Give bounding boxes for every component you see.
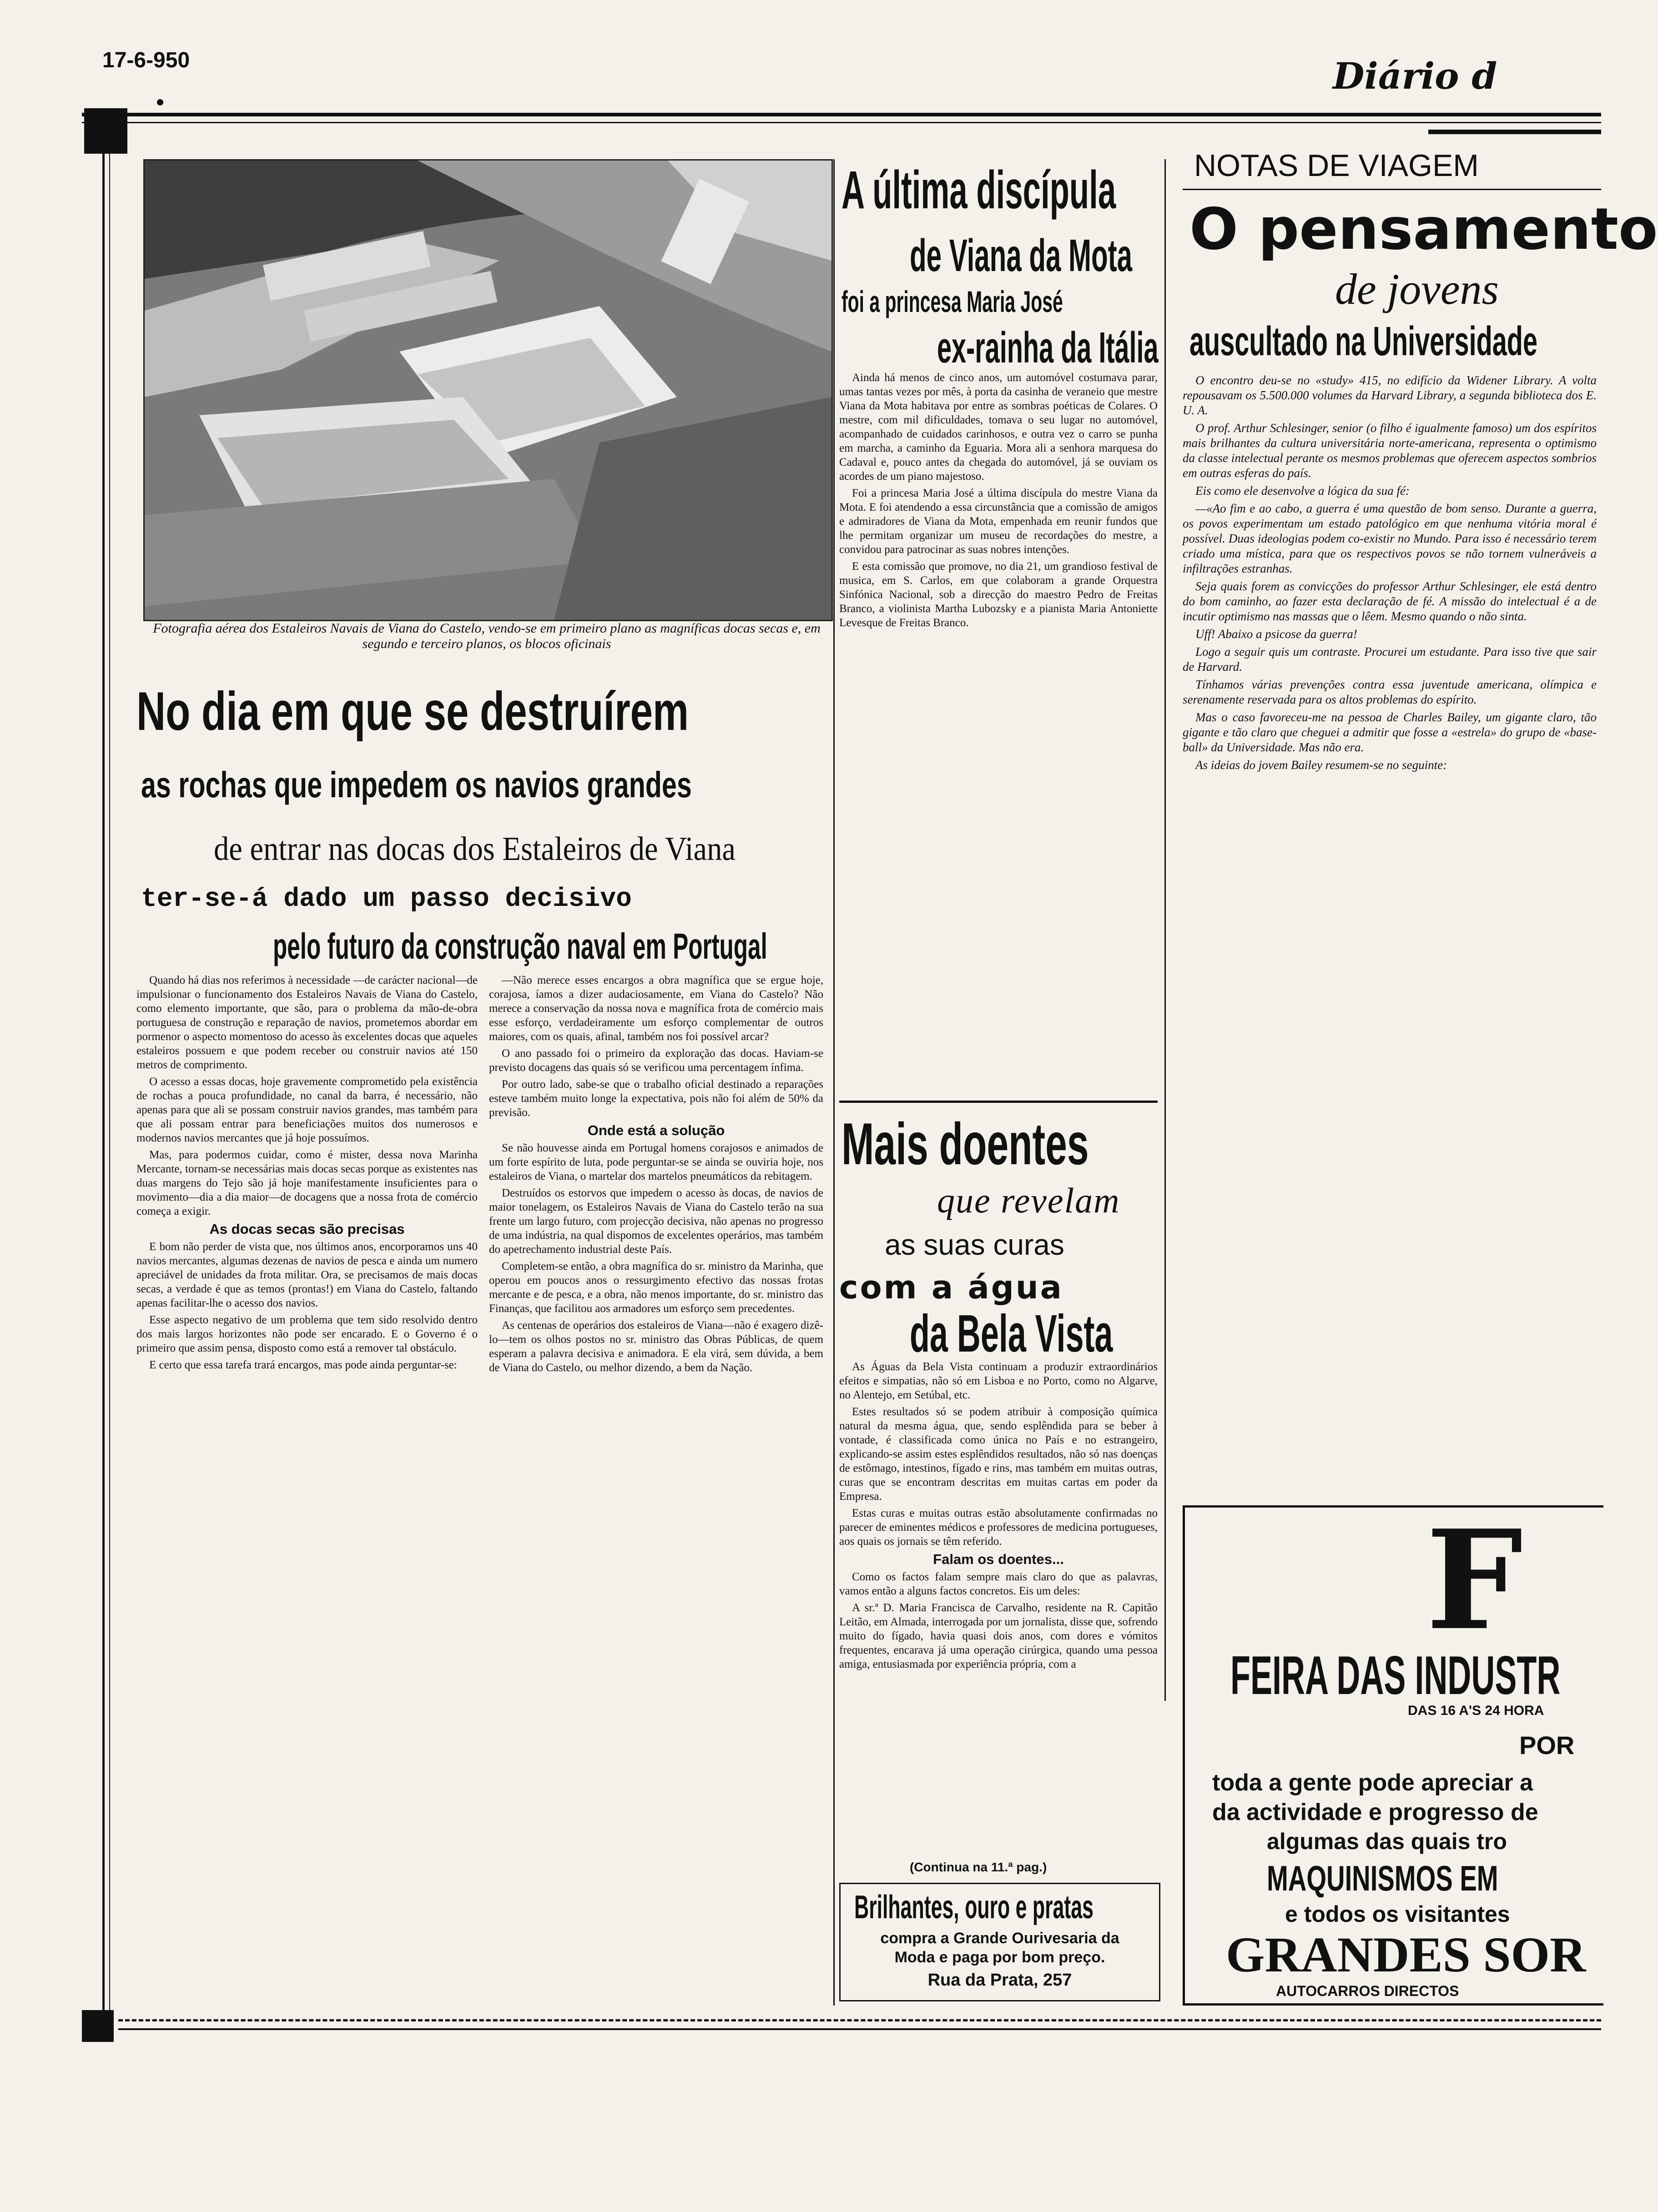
masthead-rule <box>82 113 1601 116</box>
paragraph: Mas, para podermos cuidar, como é mister, dessa nova Marinha Mercante, tornam-se necessárias mais docas secas porque as existentes nas duas margens do Tejo são já hoje manifestamente insuficientes para o movimento—dia a dia maior—de docagens que a nossa frota de comércio começa a exigir. <box>136 1149 478 1217</box>
paragraph: —Não merece esses encargos a obra magnífica que se ergue hoje, corajosa, íamos a dizer audaciosamente, em Viana do Castelo? Não merece a conservação da nossa nova e magnífica frota de comércio mais esse esforço, verdadeiramente um esforço complementar de outros maiores, com os quais, afinal, também nos foi possível arcar? <box>489 974 823 1043</box>
paragraph: A sr.ª D. Maria Francisca de Carvalho, residente na R. Capitão Leitão, em Almada, interrogada por um jornalista, disse que, sofrendo muito do fígado, havia quasi dois anos, com dores e vómitos frequentes, encarava já uma operação cirúrgica, quando uma pessoa amiga, entusiasmada por experiência própria, com a <box>839 1602 1158 1670</box>
paragraph: As centenas de operários dos estaleiros de Viana—não é exagero dizê-lo—tem os olhos postos no sr. ministro das Obras Públicas, de quem esperam a palavra decisiva e animadora. E ela virá, sem dúvida, a bem de Viana do Castelo, ou melhor dizendo, a bem da Nação. <box>489 1319 823 1374</box>
notas-headline-2: de jovens <box>1335 265 1499 313</box>
bottom-corner-block <box>82 2010 114 2042</box>
disciple-headline-2: de Viana da Mota <box>910 230 1133 281</box>
fair-ad-line-6: GRANDES SOR <box>1226 1927 1586 1982</box>
shipyard-deck-1: as rochas que impedem os navios grandes <box>141 764 692 805</box>
paragraph: Logo a seguir quis um contraste. Procurei um estudante. Para isso tive que sair de Harvard. <box>1183 645 1597 674</box>
bottom-rule-dashed <box>118 2019 1601 2021</box>
paragraph: As Águas da Bela Vista continuam a produzir extraordinários efeitos e simpatias, não só em Lisboa e no Porto, como no Algarve, no Alentejo, em Setúbal, etc. <box>839 1361 1158 1401</box>
paragraph: Ainda há menos de cinco anos, um automóvel costumava parar, umas tantas vezes por mês, à porta da casinha de veraneio que mestre Viana da Mota habitava por entre as sombras poéticas de Colares. O mestre, com mil dificuldades, tomava o seu lugar no automóvel, acompanhado de cuidados carinhosos, e outra vez o carro se punha em marcha, a caminho da Eguaria. Mora ali a senhora marquesa do Cadaval e, pouco antes da chegada do automóvel, já se ouviam os acordes de um piano majestoso. <box>839 372 1158 483</box>
masthead-rule-right <box>1428 130 1601 134</box>
water-headline-2: que revelam <box>937 1181 1120 1220</box>
issue-date: 17-6-950 <box>102 48 190 72</box>
notas-kicker: NOTAS DE VIAGEM <box>1194 148 1479 183</box>
left-border <box>102 150 105 2042</box>
disciple-end-rule <box>839 1101 1158 1103</box>
jewellery-ad-title: Brilhantes, ouro e pratas <box>854 1889 1094 1925</box>
water-headline-5: da Bela Vista <box>910 1304 1113 1363</box>
notas-body <box>1183 373 1597 775</box>
paragraph: Quando há dias nos referimos à necessidade —de carácter nacional—de impulsionar o funcionamento dos Estaleiros Navais de Viana do Castelo, como elemento importante, que são, para o problema da mão-de-obra portuguesa de construção e reparação de navios, prometemos abordar em pormenor o aspecto momentoso do acesso às excelentes docas que aqueles estaleiros possuem e que podem receber ou construir navios até 150 metros de comprimento. <box>136 974 478 1071</box>
water-headline-4: com a água <box>839 1269 1063 1306</box>
paragraph: O ano passado foi o primeiro da exploração das docas. Haviam-se previsto docagens das quais só se verificou uma percentagem ínfima. <box>489 1047 823 1074</box>
shipyard-deck-4: pelo futuro da construção naval em Portugal <box>273 926 767 966</box>
disciple-headline-1: A última discípula <box>842 160 1116 220</box>
paragraph: E certo que essa tarefa trará encargos, mas pode ainda perguntar-se: <box>149 1359 457 1371</box>
corner-block <box>84 108 127 154</box>
shipyard-aerial-image <box>145 161 832 620</box>
fair-ad-line-2: da actividade e progresso de <box>1212 1799 1538 1825</box>
fair-ad-line-5: e todos os visitantes <box>1285 1901 1510 1927</box>
subhead-docas: As docas secas são precisas <box>209 1221 405 1237</box>
jewellery-ad-line1: compra a Grande Ourivesaria da <box>880 1930 1119 1947</box>
paragraph: E esta comissão que promove, no dia 21, um grandioso festival de musica, em S. Carlos, em que colaboram a grande Orquestra Sinfónica Nacional, sob a direcção do maestro Pedro de Freitas Branco, a violinista Martha Lubozsky e a pianista Maria Antoniette Levesque de Freitas Branco. <box>839 560 1158 629</box>
paragraph: —«Ao fim e ao cabo, a guerra é uma questão de bom senso. Durante a guerra, os povos experimentam um estado patológico em que nenhuma vitória moral é possível. Duas ideologias podem co-existir no Mundo. Para isso é necessário terem criado uma mística, para que os respectivos povos se não tornem vulneráveis a infiltrações estranhas. <box>1183 502 1597 575</box>
paragraph: Eis como ele desenvolve a lógica da sua fé: <box>1195 484 1410 498</box>
water-headline-1: Mais doentes <box>842 1111 1089 1177</box>
photo-caption: Fotografia aérea dos Estaleiros Navais de Viana do Castelo, vendo-se em primeiro plano as magníficas docas secas e, em segundo e terceiro planos, os blocos oficinais <box>153 621 821 651</box>
masthead-dot <box>157 99 163 106</box>
paragraph: As ideias do jovem Bailey resumem-se no seguinte: <box>1195 758 1447 772</box>
fair-ad-line-3: algumas das quais tro <box>1267 1829 1507 1854</box>
fair-ad-line-1: toda a gente pode apreciar a <box>1212 1770 1533 1796</box>
fair-ad-title: FEIRA DAS INDUSTR <box>1230 1645 1561 1706</box>
continue-note: (Continua na 11.ª pag.) <box>910 1860 1047 1874</box>
fair-ad <box>1183 1500 1603 2006</box>
paragraph: Seja quais forem as convicções do professor Arthur Schlesinger, ele está dentro do bom caminho, ao fazer esta declaração de fé. A missão do intelectual é a de incutir optimismo nas massas que o lêem. Mesmo quando o não sinta. <box>1183 579 1597 623</box>
left-border-inner <box>109 150 110 2042</box>
paragraph: Estas curas e muitas outras estão absolutamente confirmadas no parecer de eminentes médicos e professores de medicina portugueses, aos quais os jornais se têm referido. <box>839 1507 1158 1548</box>
fair-ad-logo: F <box>1426 1500 1523 1660</box>
masthead-rule-thin <box>82 122 1601 123</box>
water-body <box>839 1360 1158 1674</box>
shipyard-deck-2: de entrar nas docas dos Estaleiros de Viana <box>214 830 736 868</box>
bottom-rule <box>118 2028 1601 2030</box>
jewellery-ad <box>839 1883 1160 2001</box>
disciple-headline-4: ex-rainha da Itália <box>937 323 1159 372</box>
paragraph: O prof. Arthur Schlesinger, senior (o filho é igualmente famoso) um dos espíritos mais brilhantes da cultura universitária norte-americana, representa o optimismo da classe intelectual perante os mesmos problemas que oferecem aspectos sombrios em outras esferas do país. <box>1183 421 1597 480</box>
subhead-solucao: Onde está a solução <box>587 1122 725 1138</box>
aerial-photo <box>143 159 833 621</box>
jewellery-ad-address: Rua da Prata, 257 <box>927 1971 1072 1990</box>
water-headline-3: as suas curas <box>885 1228 1064 1261</box>
shipyard-headline: No dia em que se destruírem <box>136 681 689 742</box>
fair-ad-line-4: MAQUINISMOS EM <box>1267 1858 1498 1898</box>
shipyard-deck-3: ter-se-á dado um passo decisivo <box>141 885 632 914</box>
paragraph: Esse aspecto negativo de um problema que tem sido resolvido dentro dos mais largos horizontes não pode ser encarado. E o Governo é o primeiro que assim pensa, disposto como está a remover tal obstáculo. <box>136 1314 478 1354</box>
paragraph: Completem-se então, a obra magnífica do sr. ministro da Marinha, que operou em poucos anos o ressurgimento efectivo das nossas frotas mercante e de pesca, e a obra, não menos importante, do sr. ministro das Finanças, que facilitou aos armadores um esforço sem precedentes. <box>489 1260 823 1315</box>
fair-ad-por: POR <box>1519 1731 1575 1760</box>
fair-ad-line-7: AUTOCARROS DIRECTOS <box>1276 1983 1459 1999</box>
paragraph: O acesso a essas docas, hoje gravemente comprometido pela existência de rochas a pouca profundidade, no canal da barra, é necessário, não apenas para que ali se possam construir navios grandes, mas também para que ali possam entrar para beneficiações muitos dos numerosos e modernos navios mercantes que já hoje possuímos. <box>136 1076 478 1144</box>
paragraph: Destruídos os estorvos que impedem o acesso às docas, de navios de maior tonelagem, os Estaleiros Navais de Viana do Castelo terão na sua frente um largo futuro, com projecção decisiva, não apenas no progresso de uma indústria, na qual dispomos de excelentes operários, mas também do apetrechamento industrial deste País. <box>489 1187 823 1256</box>
paragraph: Por outro lado, sabe-se que o trabalho oficial destinado a reparações esteve também muito longe la expectativa, pois não foi além de 50% da previsão. <box>489 1078 823 1119</box>
notas-headline-1: O pensamento <box>1189 196 1658 262</box>
disciple-headline-3: foi a princesa Maria José <box>842 285 1063 318</box>
paragraph: Mas o caso favoreceu-me na pessoa de Charles Bailey, um gigante claro, tão gigante e tão claro que cheguei a admitir que fosse a «estrela» do grupo de «base-ball» da Universidade. Mas não era. <box>1183 710 1597 754</box>
column-rule-1 <box>833 159 835 2006</box>
shipyard-column-1 <box>136 973 478 1375</box>
masthead-title: Diário d <box>1333 55 1497 97</box>
disciple-body <box>839 371 1158 633</box>
paragraph: Foi a princesa Maria José a última discípula do mestre Viana da Mota. E foi atendendo a essa circunstância que a comissão de amigos e admiradores de Viana da Mota, empenhada em reunir fundos que lhe permitam organizar um museu de recordações do mestre, a convidou para patrocinar as suas nobres intenções. <box>839 487 1158 556</box>
paragraph: Como os factos falam sempre mais claro do que as palavras, vamos então a alguns factos concretos. Eis um deles: <box>839 1571 1158 1597</box>
paragraph: Estes resultados só se podem atribuir à composição química natural da mesma água, que, sendo esplêndida para se beber à vontade, é classificada como única no País e no estrangeiro, explicando-se assim estes esplêndidos resultados, não só nas doenças de estômago, intestinos, fígado e rins, mas também em muitas outras, curas que se encontram descritas em muitas cartas em poder da Empresa. <box>839 1406 1158 1503</box>
paragraph: E bom não perder de vista que, nos últimos anos, encorporamos uns 40 navios mercantes, algumas dezenas de navios de pesca e ainda um numero apreciável de unidades da frota militar. Ora, se precisamos de mais docas secas, a verdade é que as temos (prontas!) em Viana do Castelo, faltando apenas facilitar-lhe o acesso dos navios. <box>136 1241 478 1309</box>
subhead-doentes: Falam os doentes... <box>933 1551 1064 1567</box>
column-rule-2 <box>1164 159 1166 1701</box>
paragraph: Se não houvesse ainda em Portugal homens corajosos e animados de um forte espírito de luta, pode perguntar-se se ainda se ouviria hoje, nos estaleiros de Viana, o martelar dos martelos pneumáticos da rebitagem. <box>489 1142 823 1182</box>
shipyard-column-2 <box>489 973 823 1377</box>
notas-kicker-rule <box>1183 189 1601 190</box>
notas-headline-3: auscultado na Universidade <box>1189 319 1538 364</box>
paragraph: O encontro deu-se no «study» 415, no edifício da Widener Library. A volta repousavam os 5.500.000 volumes da Harvard Library, a segunda biblioteca dos E. U. A. <box>1183 373 1597 417</box>
jewellery-ad-line2: Moda e paga por bom preço. <box>894 1949 1105 1966</box>
paragraph: Uff! Abaixo a psicose da guerra! <box>1195 627 1357 641</box>
fair-ad-dates: DAS 16 A'S 24 HORA <box>1408 1703 1544 1718</box>
paragraph: Tínhamos várias prevenções contra essa juventude americana, olímpica e serenamente reservada para os altos problemas do espírito. <box>1183 678 1597 706</box>
